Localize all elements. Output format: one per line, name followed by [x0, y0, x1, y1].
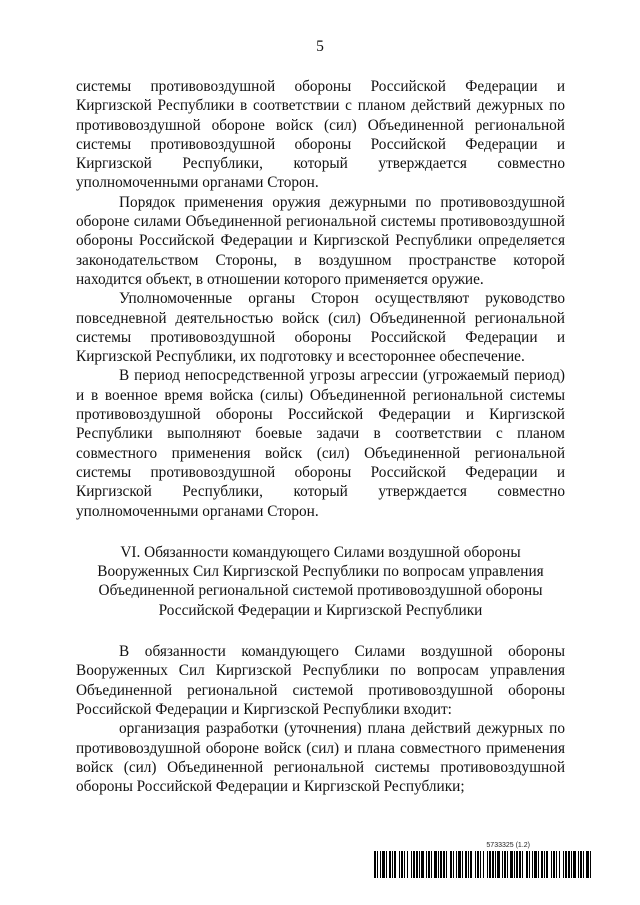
- paragraph: системы противовоздушной обороны Российской Федерации и Киргизской Республики в соответствии с планом действий дежурных по противовоздушной обороне войск (сил) Объединенной региональной системы противовоздушной обороны Российской Федерации и Киргизской Республики, который утверждается совместно уполномоченными органами Сторон.: [76, 78, 565, 192]
- barcode-id: 5733325 (1.2): [486, 842, 530, 849]
- barcode-icon: [374, 851, 592, 878]
- paragraph: В период непосредственной угрозы агрессии (угрожаемый период) и в военное время войска (силы) Объединенной региональной системы противовоздушной обороны Российской Федерации и Киргизской Республики выполняют боевые задачи в соответствии с планом совместного применения войск (сил) Объединенной региональной системы противовоздушной обороны Российской Федерации и Киргизской Республики, который утверждается совместно уполномоченными органами Сторон.: [76, 367, 565, 520]
- section-heading-line: VI. Обязанности командующего Силами воздушной обороны: [120, 543, 521, 561]
- paragraph: В обязанности командующего Силами воздушной обороны Вооруженных Сил Киргизской Республики по вопросам управления Объединенной региональной системой противовоздушной обороны Российской Федерации и Киргизской Республики входит:: [76, 643, 565, 718]
- paragraphs-before: [76, 77, 565, 521]
- paragraph: Уполномоченные органы Сторон осуществляют руководство повседневной деятельностью войск (сил) Объединенной региональной системы противовоздушной обороны Российской Федерации и Киргизской Республики, их подготовку и всестороннее обеспечение.: [76, 290, 565, 366]
- barcode-block: [374, 842, 592, 878]
- document-body: [76, 77, 565, 796]
- paragraph: организация разработки (уточнения) плана действий дежурных по противовоздушной обороне войск (сил) и плана совместного применения войск (сил) Объединенной региональной системы противовоздушной обороны Российской Федерации и Киргизской Республики;: [76, 720, 565, 796]
- section-heading-line: Российской Федерации и Киргизской Республики: [158, 601, 483, 619]
- paragraph: Порядок применения оружия дежурными по противовоздушной обороне силами Объединенной региональной системы противовоздушной обороны Российской Федерации и Киргизской Республики определяется законодательством Стороны, в воздушном пространстве которой находится объект, в отношении которого применяется оружие.: [76, 193, 565, 288]
- section-heading: [76, 543, 565, 620]
- page-number: 5: [316, 38, 324, 55]
- section-heading-line: Вооруженных Сил Киргизской Республики по вопросам управления: [97, 563, 544, 581]
- section-heading-line: Объединенной региональной системой противовоздушной обороны: [98, 582, 543, 600]
- paragraphs-after: [76, 642, 565, 796]
